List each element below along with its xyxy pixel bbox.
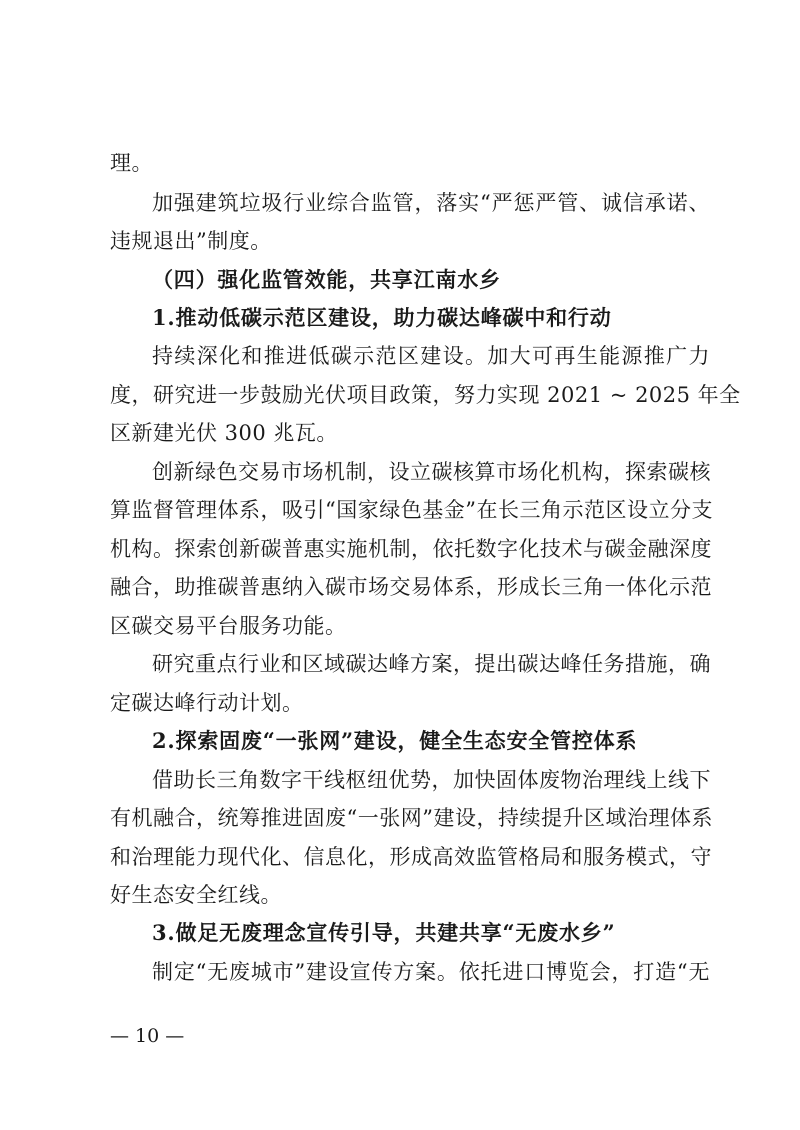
subsection-heading: 3.做足无废理念宣传引导，共建共享“无废水乡”: [152, 920, 616, 945]
paragraph-line: 借助长三角数字干线枢纽优势，加快固体废物治理线上线下: [152, 768, 711, 792]
paragraph-line: 研究重点行业和区域碳达峰方案，提出碳达峰任务措施，确: [152, 652, 711, 676]
paragraph-line: 理。: [110, 151, 153, 175]
paragraph-line: 区新建光伏 300 兆瓦。: [110, 421, 338, 445]
paragraph-line: 持续深化和推进低碳示范区建设。加大可再生能源推广力: [152, 344, 710, 368]
paragraph-line: 好生态安全红线。: [110, 883, 282, 907]
subsection-heading: 1.推动低碳示范区建设，助力碳达峰碳中和行动: [152, 305, 612, 330]
paragraph-line: 和治理能力现代化、信息化，形成高效监管格局和服务模式，守: [110, 845, 712, 869]
subsection-heading: 2.探索固废“一张网”建设，健全生态安全管控体系: [152, 728, 638, 753]
paragraph-line: 度，研究进一步鼓励光伏项目政策，努力实现 2021 ~ 2025 年全: [110, 383, 741, 407]
paragraph-line: 制定“无废城市”建设宣传方案。依托进口博览会，打造“无: [152, 960, 710, 984]
paragraph-line: 机构。探索创新碳普惠实施机制，依托数字化技术与碳金融深度: [110, 537, 712, 561]
paragraph-line: 融合，助推碳普惠纳入碳市场交易体系，形成长三角一体化示范: [110, 575, 712, 599]
section-heading: （四）强化监管效能，共享江南水乡: [152, 267, 501, 292]
paragraph-line: 创新绿色交易市场机制，设立碳核算市场化机构，探索碳核: [152, 460, 711, 484]
paragraph-line: 有机融合，统筹推进固废“一张网”建设，持续提升区域治理体系: [110, 806, 713, 830]
paragraph-line: 定碳达峰行动计划。: [110, 691, 304, 715]
paragraph-line: 加强建筑垃圾行业综合监管，落实“严惩严管、诚信承诺、: [152, 191, 710, 215]
paragraph-line: 违规退出”制度。: [110, 229, 272, 253]
paragraph-line: 区碳交易平台服务功能。: [110, 614, 347, 638]
paragraph-line: 算监督管理体系，吸引“国家绿色基金”在长三角示范区设立分支: [110, 498, 713, 522]
page-number: — 10 —: [110, 1025, 185, 1047]
